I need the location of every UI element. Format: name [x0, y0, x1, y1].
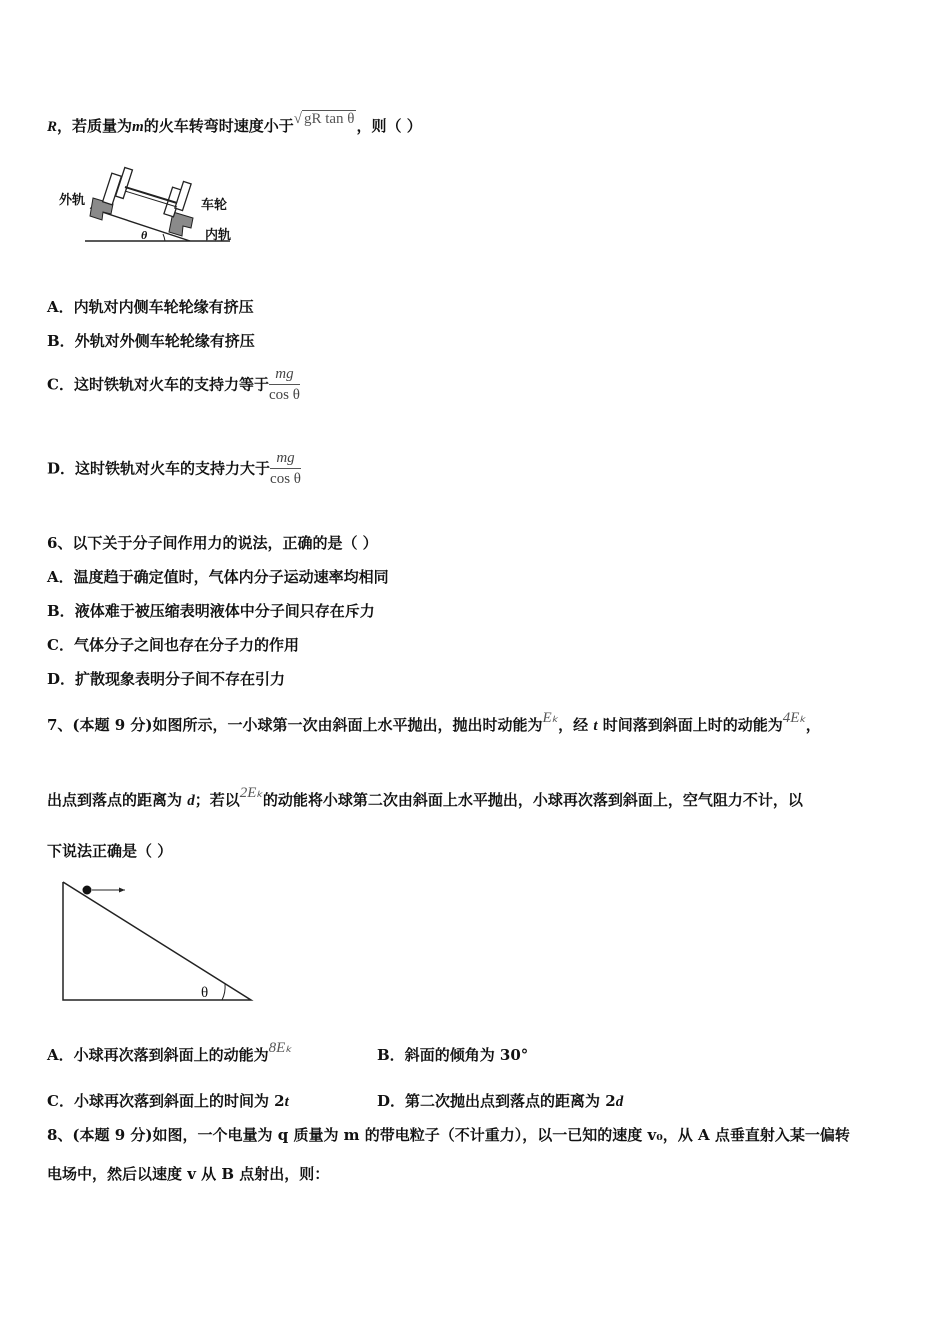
incline-figure — [55, 874, 260, 1006]
ball-icon — [83, 886, 92, 895]
label-theta: θ — [141, 228, 148, 242]
rail-figure — [55, 160, 255, 250]
q7-stem-line3: 下说法正确是（ ） — [47, 842, 173, 860]
fraction-mg-cos: $\frac{mg}{\text{cos θ}}$ — [270, 450, 301, 488]
q5-option-b: B．外轨对外侧车轮轮缘有挤压 — [47, 332, 255, 350]
q6-option-d: D．扩散现象表明分子间不存在引力 — [47, 670, 286, 688]
label-outer-rail: 外轨 — [59, 192, 86, 207]
label-wheel: 车轮 — [201, 197, 228, 212]
var-r: R — [47, 119, 58, 135]
label-theta: θ — [201, 985, 209, 1001]
sqrt-expression: √ gR tan θ — [293, 111, 355, 127]
q5-option-a: A．内轨对内侧车轮轮缘有挤压 — [47, 298, 254, 316]
q6-stem: 6、以下关于分子间作用力的说法，正确的是（ ） — [47, 534, 378, 552]
fraction-mg-cos: $\frac{mg}{\text{cos θ}}$ — [268, 366, 300, 404]
q6-option-b: B．液体难于被压缩表明液体中分子间只存在斥力 — [47, 602, 375, 620]
q8-stem-line2: 电场中，然后以速度 v 从 B 点射出，则： — [47, 1165, 330, 1183]
arrow-icon — [119, 888, 125, 893]
q7-option-a: A．小球再次落到斜面上的动能为8Eₖ — [47, 1040, 292, 1064]
label-inner-rail: 内轨 — [205, 227, 232, 242]
q5-stem: R，若质量为m的火车转弯时速度小于√ gR tan θ ，则（ ） — [47, 111, 422, 135]
q7-option-b: B．斜面的倾角为 30° — [377, 1046, 529, 1064]
q5-option-d: D．这时铁轨对火车的支持力大于 $\frac{mg}{\text{cos θ}}$ — [47, 450, 301, 488]
q5-option-c: C．这时铁轨对火车的支持力等于 $\frac{mg}{\text{cos θ}}$ — [47, 366, 300, 404]
q8-stem-line1: 8、(本题 9 分)如图，一个电量为 q 质量为 m 的带电粒子（不计重力），以一已知的速度 v₀，从 A 点垂直射入某一偏转 — [47, 1126, 850, 1144]
q7-option-d: D．第二次抛出点到落点的距离为 2d — [377, 1092, 624, 1110]
q7-stem-line1: 7、(本题 9 分)如图所示，一小球第一次由斜面上水平抛出，抛出时动能为Eₖ，经 t 时间落到斜面上时的动能为4Eₖ， — [47, 710, 821, 734]
q7-stem-line2: 出点到落点的距离为 d；若以2Eₖ的动能将小球第二次由斜面上水平抛出，小球再次落到斜面上，空气阻力不计，以 — [47, 785, 803, 809]
q6-option-c: C．气体分子之间也存在分子力的作用 — [47, 636, 299, 654]
q7-option-c: C．小球再次落到斜面上的时间为 2t — [47, 1092, 289, 1110]
q6-option-a: A．温度趋于确定值时，气体内分子运动速率均相同 — [47, 568, 389, 586]
